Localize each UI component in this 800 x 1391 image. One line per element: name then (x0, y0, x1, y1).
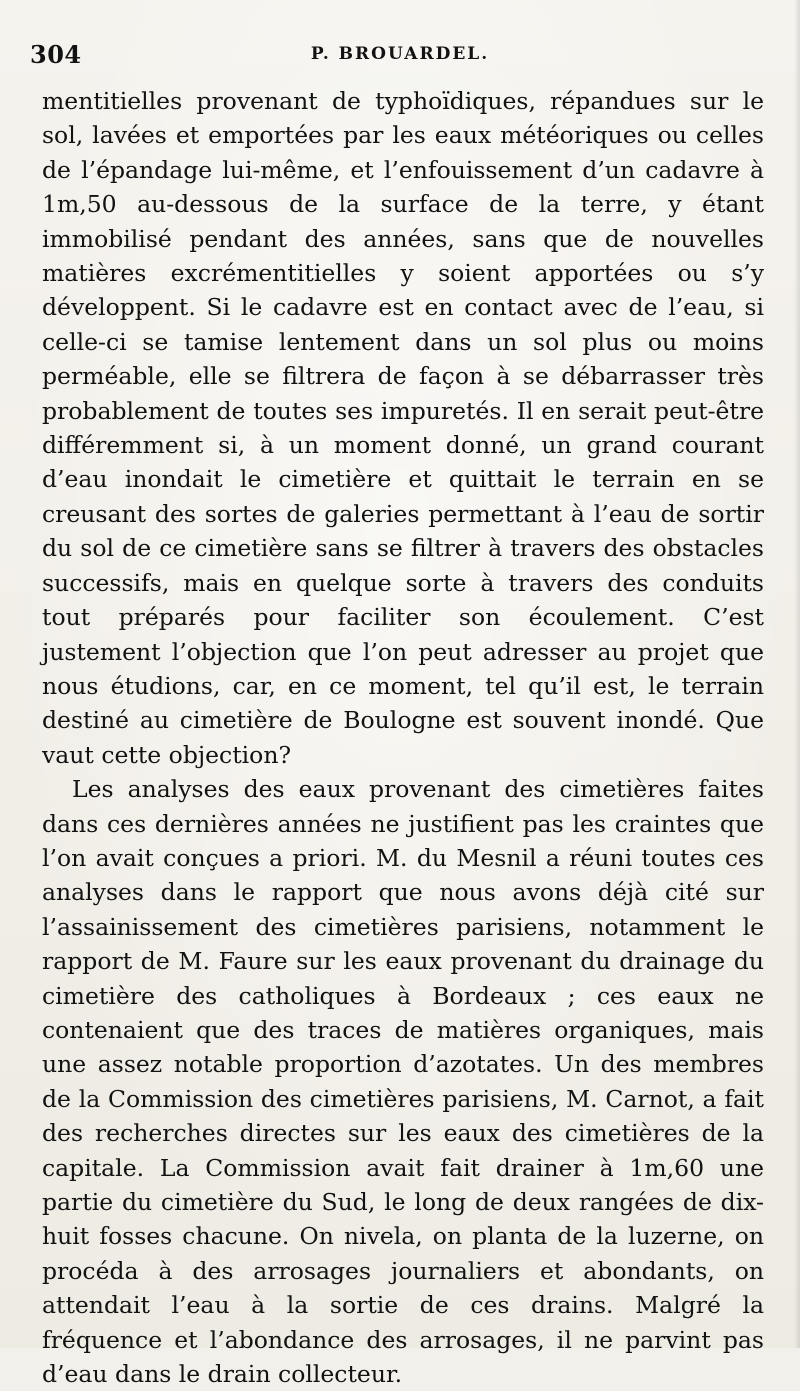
page-header (30, 40, 770, 70)
paragraph-continued: mentitielles provenant de typhoïdiques, répandues sur le sol, lavées et emportées par les eaux météoriques ou celles de l’épandage lui-même, et l’enfouissement d’un cadavre à 1m,50 au-dessous de la surface de la terre, y étant immobilisé pendant des années, sans que de nouvelles matières excrémentitielles y soient apportées ou s’y développent. Si le cadavre est en contact avec de l’eau, si celle-ci se tamise lentement dans un sol plus ou moins perméable, elle se filtrera de façon à se débarrasser très probablement de toutes ses impuretés. Il en serait peut-être différemment si, à un moment donné, un grand courant d’eau inondait le cimetière et quittait le terrain en se creusant des sortes de galeries permettant à l’eau de sortir du sol de ce cimetière sans se filtrer à travers des obstacles successifs, mais en quelque sorte à travers des conduits tout préparés pour faciliter son écoulement. C’est justement l’objection que l’on peut adresser au projet que nous étudions, car, en ce moment, tel qu’il est, le terrain destiné au cimetière de Boulogne est souvent inondé. Que vaut cette objection? (42, 87, 764, 769)
paragraph-analyses: Les analyses des eaux provenant des cimetières faites dans ces dernières années ne justifient pas les craintes que l’on avait conçues a priori. M. du Mesnil a réuni toutes ces analyses dans le rapport que nous avons déjà cité sur l’assainissement des cimetières parisiens, notamment le rapport de M. Faure sur les eaux provenant du drainage du cimetière des catholiques à Bordeaux ; ces eaux ne contenaient que des traces de matières organiques, mais une assez notable proportion d’azotates. Un des membres de la Commission des cimetières parisiens, M. Carnot, a fait des recherches directes sur les eaux des cimetières de la capitale. La Commission avait fait drainer à 1m,60 une partie du cimetière du Sud, le long de deux rangées de dix-huit fosses chacune. On nivela, on planta de la luzerne, on procéda à des arrosages journaliers et abondants, on attendait l’eau à la sortie de ces drains. Malgré la fréquence et l’abondance des arrosages, il ne parvint pas d’eau dans le drain collecteur. (42, 775, 764, 1389)
scan-edge-shadow (794, 0, 800, 1348)
running-head-author: P. BROUARDEL. (310, 44, 490, 64)
page-number: 304 (30, 40, 82, 69)
body-text (42, 84, 764, 1389)
